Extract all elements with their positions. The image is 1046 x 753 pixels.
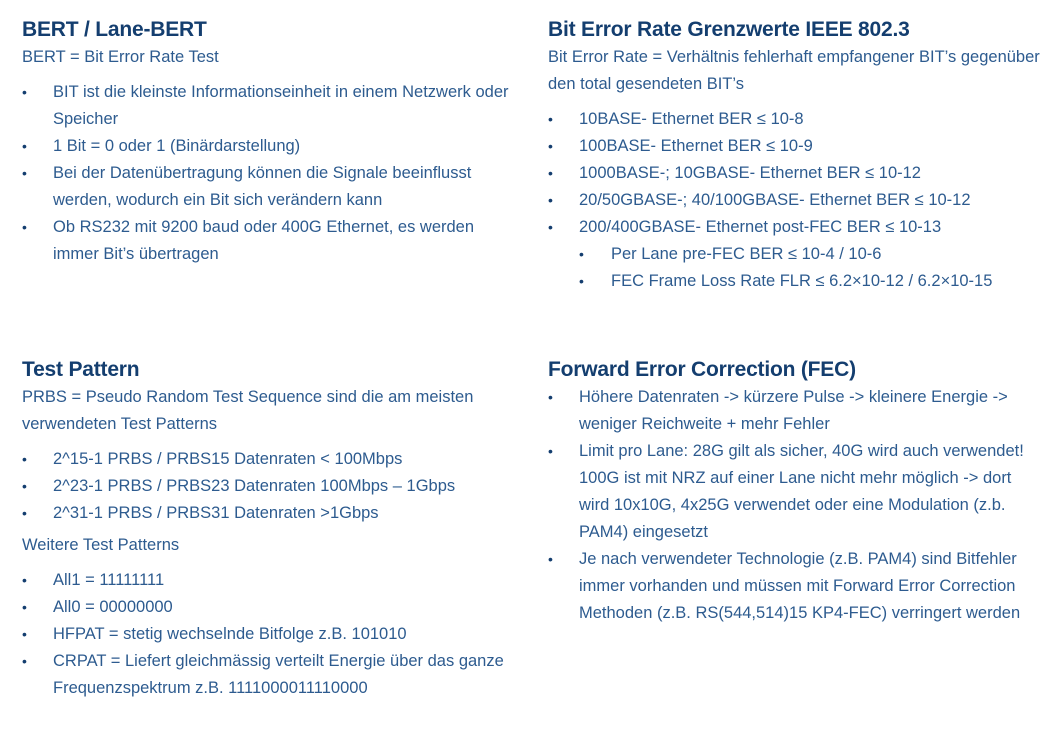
list-item-text: Bei der Datenübertragung können die Signale beeinflusst werden, wodurch ein Bit sich verändern kann (53, 164, 472, 209)
bullet-icon: • (579, 273, 584, 289)
bullet-list (22, 567, 522, 702)
bullet-icon: • (22, 626, 27, 642)
bullet-list (22, 446, 522, 527)
list-item-text: 1 Bit = 0 oder 1 (Binärdarstellung) (53, 137, 301, 155)
bullet-icon: • (22, 599, 27, 615)
list-item-text: Limit pro Lane: 28G gilt als sicher, 40G wird auch verwendet! 100G ist mit NRZ auf einer Lane nicht mehr möglich -> dort wird 10x10G, 4x25G verwendet oder eine Modulation (z.b. PAM4) eingesetzt (579, 442, 1024, 541)
list-item (22, 648, 522, 702)
list-item-text: 2^15-1 PRBS / PRBS15 Datenraten < 100Mbps (53, 450, 403, 468)
list-item-text: 100BASE- Ethernet BER ≤ 10-9 (579, 137, 813, 155)
section-title: Bit Error Rate Grenzwerte IEEE 802.3 (548, 18, 910, 41)
list-item (22, 160, 522, 214)
bullet-icon: • (22, 653, 27, 669)
list-item (548, 106, 1046, 133)
list-item-text: FEC Frame Loss Rate FLR ≤ 6.2×10-12 / 6.2×10-15 (611, 272, 993, 290)
list-item (548, 133, 1046, 160)
list-item (22, 79, 522, 133)
list-item-text: 2^31-1 PRBS / PRBS31 Datenraten >1Gbps (53, 504, 379, 522)
bullet-icon: • (22, 165, 27, 181)
bullet-list (548, 384, 1046, 627)
section-intro: PRBS = Pseudo Random Test Sequence sind die am meisten verwendeten Test Patterns (22, 388, 474, 433)
bullet-icon: • (22, 478, 27, 494)
list-item-text: Per Lane pre-FEC BER ≤ 10-4 / 10-6 (611, 245, 882, 263)
list-item (22, 567, 522, 594)
list-item (548, 160, 1046, 187)
list-item (22, 594, 522, 621)
section-title: Test Pattern (22, 358, 140, 381)
bullet-icon: • (22, 219, 27, 235)
bullet-icon: • (548, 443, 553, 459)
section-title: Forward Error Correction (FEC) (548, 358, 856, 381)
list-item (548, 384, 1046, 438)
list-item-text: 1000BASE-; 10GBASE- Ethernet BER ≤ 10-12 (579, 164, 921, 182)
bullet-icon: • (22, 572, 27, 588)
sub-bullet-list (579, 241, 1046, 295)
list-item-text: CRPAT = Liefert gleichmässig verteilt Energie über das ganze Frequenzspektrum z.B. 1111000011110000 (53, 652, 504, 697)
bullet-icon: • (22, 505, 27, 521)
list-item-text: HFPAT = stetig wechselnde Bitfolge z.B. 101010 (53, 625, 407, 643)
section-fec (548, 356, 1046, 627)
list-item-text: 2^23-1 PRBS / PRBS23 Datenraten 100Mbps – 1Gbps (53, 477, 456, 495)
bullet-list (548, 106, 1046, 295)
bullet-icon: • (548, 111, 553, 127)
subsection-title: Weitere Test Patterns (22, 536, 180, 554)
bullet-icon: • (22, 451, 27, 467)
section-ber-limits (548, 16, 1046, 295)
bullet-icon: • (22, 84, 27, 100)
bullet-list (22, 79, 522, 268)
list-item-text: 10BASE- Ethernet BER ≤ 10-8 (579, 110, 804, 128)
list-item-text: Höhere Datenraten -> kürzere Pulse -> kleinere Energie -> weniger Reichweite + mehr Fehler (579, 388, 1008, 433)
section-test-pattern (22, 356, 522, 702)
bullet-icon: • (548, 219, 553, 235)
bullet-icon: • (548, 551, 553, 567)
sub-list-item (579, 241, 1046, 268)
list-item (22, 500, 522, 527)
list-item-text: 200/400GBASE- Ethernet post-FEC BER ≤ 10-13 (579, 218, 942, 236)
bullet-icon: • (22, 138, 27, 154)
list-item-text: All1 = 11111111 (53, 571, 165, 589)
sub-list-item (579, 268, 1046, 295)
bullet-icon: • (548, 165, 553, 181)
section-intro: Bit Error Rate = Verhältnis fehlerhaft empfangener BIT’s gegenüber den total gesendeten BIT’s (548, 48, 1040, 93)
list-item-text: BIT ist die kleinste Informationseinheit in einem Netzwerk oder Speicher (53, 83, 509, 128)
list-item-text: All0 = 00000000 (53, 598, 173, 616)
list-item (22, 133, 522, 160)
bullet-icon: • (579, 246, 584, 262)
list-item-text: Ob RS232 mit 9200 baud oder 400G Ethernet, es werden immer Bit’s übertragen (53, 218, 475, 263)
bullet-icon: • (548, 192, 553, 208)
list-item (548, 546, 1046, 627)
list-item-text: Je nach verwendeter Technologie (z.B. PAM4) sind Bitfehler immer vorhanden und müssen mit Forward Error Correction Methoden (z.B. RS(544,514)15 KP4-FEC) verringert werden (579, 550, 1021, 622)
section-title: BERT / Lane-BERT (22, 18, 207, 41)
list-item (22, 621, 522, 648)
list-item (22, 446, 522, 473)
list-item (548, 214, 1046, 295)
list-item (22, 473, 522, 500)
list-item (22, 214, 522, 268)
list-item (548, 187, 1046, 214)
list-item-text: 20/50GBASE-; 40/100GBASE- Ethernet BER ≤ 10-12 (579, 191, 971, 209)
bullet-icon: • (548, 138, 553, 154)
section-bert (22, 16, 522, 268)
list-item (548, 438, 1046, 546)
section-intro: BERT = Bit Error Rate Test (22, 48, 219, 66)
bullet-icon: • (548, 389, 553, 405)
